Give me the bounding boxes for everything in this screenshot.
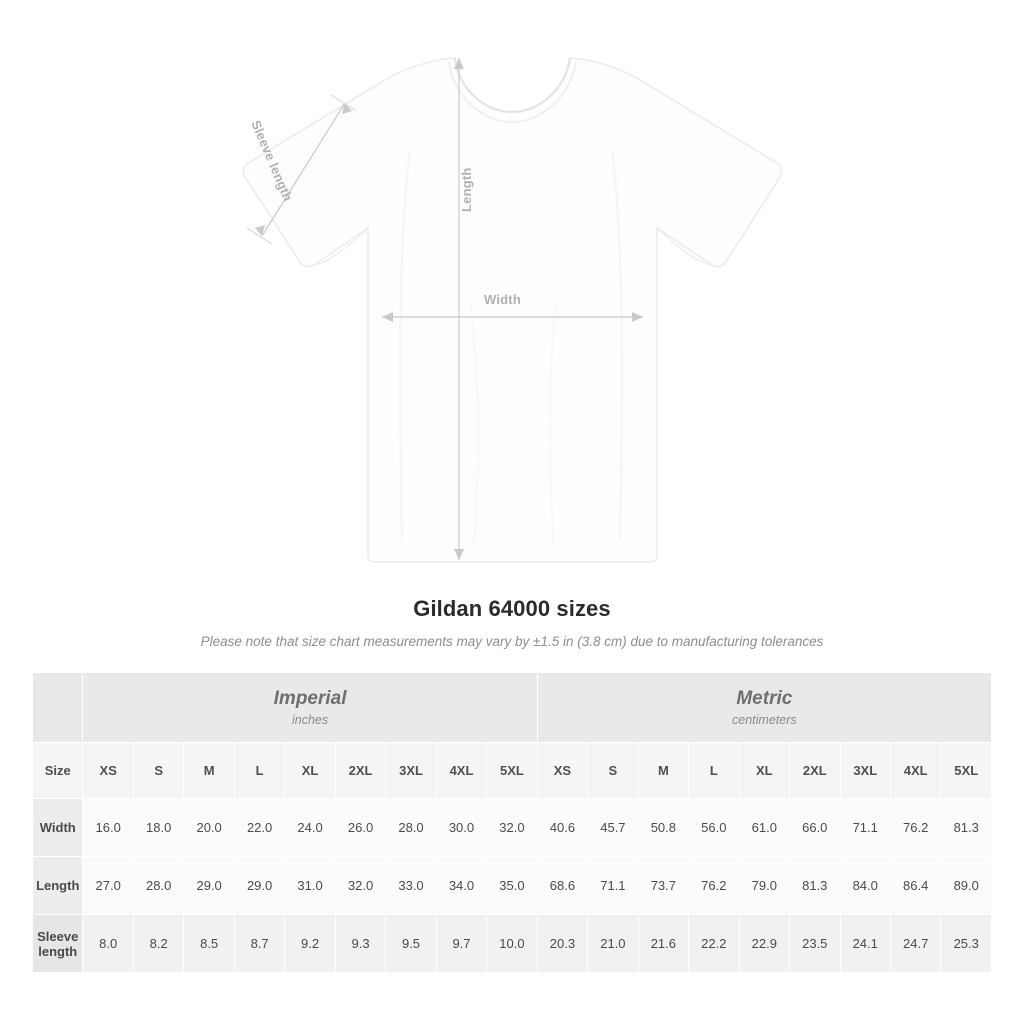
cell-width-metric-m: 50.8 [638,799,688,857]
group-header-metric-subtitle: centimeters [732,713,797,728]
cell-length-imperial-xs: 27.0 [83,857,133,915]
group-header-metric [537,673,991,743]
title-block [0,596,1024,649]
size-header-imperial-4xl: 4XL [436,743,486,799]
cell-length-metric-5xl: 89.0 [941,857,992,915]
cell-sleeve-metric-xl: 22.9 [739,915,789,973]
size-header-imperial-xs: XS [83,743,133,799]
cell-sleeve-metric-3xl: 24.1 [840,915,890,973]
size-header-imperial-5xl: 5XL [487,743,537,799]
table-row [33,915,992,973]
size-table [32,672,992,973]
cell-length-metric-l: 76.2 [689,857,739,915]
cell-width-imperial-5xl: 32.0 [487,799,537,857]
cell-length-imperial-m: 29.0 [184,857,234,915]
row-label-width: Width [33,799,83,857]
cell-width-metric-5xl: 81.3 [941,799,992,857]
size-header-imperial-s: S [133,743,183,799]
cell-width-imperial-4xl: 30.0 [436,799,486,857]
cell-length-imperial-s: 28.0 [133,857,183,915]
table-group-header-row [33,673,992,743]
size-header-metric-xs: XS [537,743,587,799]
cell-width-metric-xs: 40.6 [537,799,587,857]
cell-sleeve-metric-5xl: 25.3 [941,915,992,973]
size-header-metric-l: L [689,743,739,799]
cell-length-imperial-l: 29.0 [234,857,284,915]
cell-width-imperial-3xl: 28.0 [386,799,436,857]
cell-sleeve-imperial-3xl: 9.5 [386,915,436,973]
size-table-wrapper [32,672,992,973]
size-header-label: Size [33,743,83,799]
tolerance-note: Please note that size chart measurements may vary by ±1.5 in (3.8 cm) due to manufacturing tolerances [200,634,824,649]
cell-width-imperial-2xl: 26.0 [335,799,385,857]
size-header-metric-2xl: 2XL [790,743,840,799]
cell-sleeve-imperial-s: 8.2 [133,915,183,973]
cell-width-metric-4xl: 76.2 [890,799,940,857]
row-label-length: Length [33,857,83,915]
cell-sleeve-imperial-xs: 8.0 [83,915,133,973]
size-header-imperial-3xl: 3XL [386,743,436,799]
table-row [33,857,992,915]
length-dimension-label: Length [459,167,474,212]
cell-sleeve-metric-2xl: 23.5 [790,915,840,973]
size-header-imperial-m: M [184,743,234,799]
cell-width-imperial-m: 20.0 [184,799,234,857]
cell-width-metric-3xl: 71.1 [840,799,890,857]
cell-width-metric-s: 45.7 [588,799,638,857]
cell-sleeve-imperial-l: 8.7 [234,915,284,973]
cell-length-metric-m: 73.7 [638,857,688,915]
cell-sleeve-metric-m: 21.6 [638,915,688,973]
cell-length-metric-xl: 79.0 [739,857,789,915]
row-label-sleeve-length: Sleeve length [33,915,83,973]
size-header-metric-5xl: 5XL [941,743,992,799]
size-header-imperial-xl: XL [285,743,335,799]
size-header-metric-xl: XL [739,743,789,799]
cell-length-metric-4xl: 86.4 [890,857,940,915]
size-header-metric-m: M [638,743,688,799]
group-header-spacer [33,673,83,743]
cell-sleeve-imperial-4xl: 9.7 [436,915,486,973]
width-dimension-label: Width [484,292,521,307]
cell-sleeve-imperial-5xl: 10.0 [487,915,537,973]
cell-width-imperial-l: 22.0 [234,799,284,857]
size-header-imperial-2xl: 2XL [335,743,385,799]
cell-width-metric-l: 56.0 [689,799,739,857]
cell-length-metric-s: 71.1 [588,857,638,915]
group-header-imperial [83,673,537,743]
table-size-header-row [33,743,992,799]
cell-length-imperial-3xl: 33.0 [386,857,436,915]
size-header-metric-4xl: 4XL [890,743,940,799]
cell-sleeve-imperial-xl: 9.2 [285,915,335,973]
group-header-imperial-subtitle: inches [292,713,329,728]
cell-sleeve-metric-l: 22.2 [689,915,739,973]
cell-width-imperial-xl: 24.0 [285,799,335,857]
cell-length-imperial-2xl: 32.0 [335,857,385,915]
group-header-metric-title: Metric [736,687,793,709]
size-header-metric-3xl: 3XL [840,743,890,799]
cell-length-imperial-4xl: 34.0 [436,857,486,915]
table-row [33,799,992,857]
cell-sleeve-metric-xs: 20.3 [537,915,587,973]
cell-length-imperial-xl: 31.0 [285,857,335,915]
size-header-imperial-l: L [234,743,284,799]
page-title: Gildan 64000 sizes [413,596,611,621]
cell-sleeve-metric-s: 21.0 [588,915,638,973]
size-header-metric-s: S [588,743,638,799]
cell-width-metric-2xl: 66.0 [790,799,840,857]
cell-length-imperial-5xl: 35.0 [487,857,537,915]
cell-length-metric-3xl: 84.0 [840,857,890,915]
group-header-imperial-title: Imperial [273,687,347,709]
cell-sleeve-metric-4xl: 24.7 [890,915,940,973]
sleeve-length-dimension-label: Sleeve length [248,118,296,204]
cell-length-metric-xs: 68.6 [537,857,587,915]
cell-sleeve-imperial-m: 8.5 [184,915,234,973]
cell-width-metric-xl: 61.0 [739,799,789,857]
cell-width-imperial-xs: 16.0 [83,799,133,857]
cell-length-metric-2xl: 81.3 [790,857,840,915]
cell-width-imperial-s: 18.0 [133,799,183,857]
cell-sleeve-imperial-2xl: 9.3 [335,915,385,973]
